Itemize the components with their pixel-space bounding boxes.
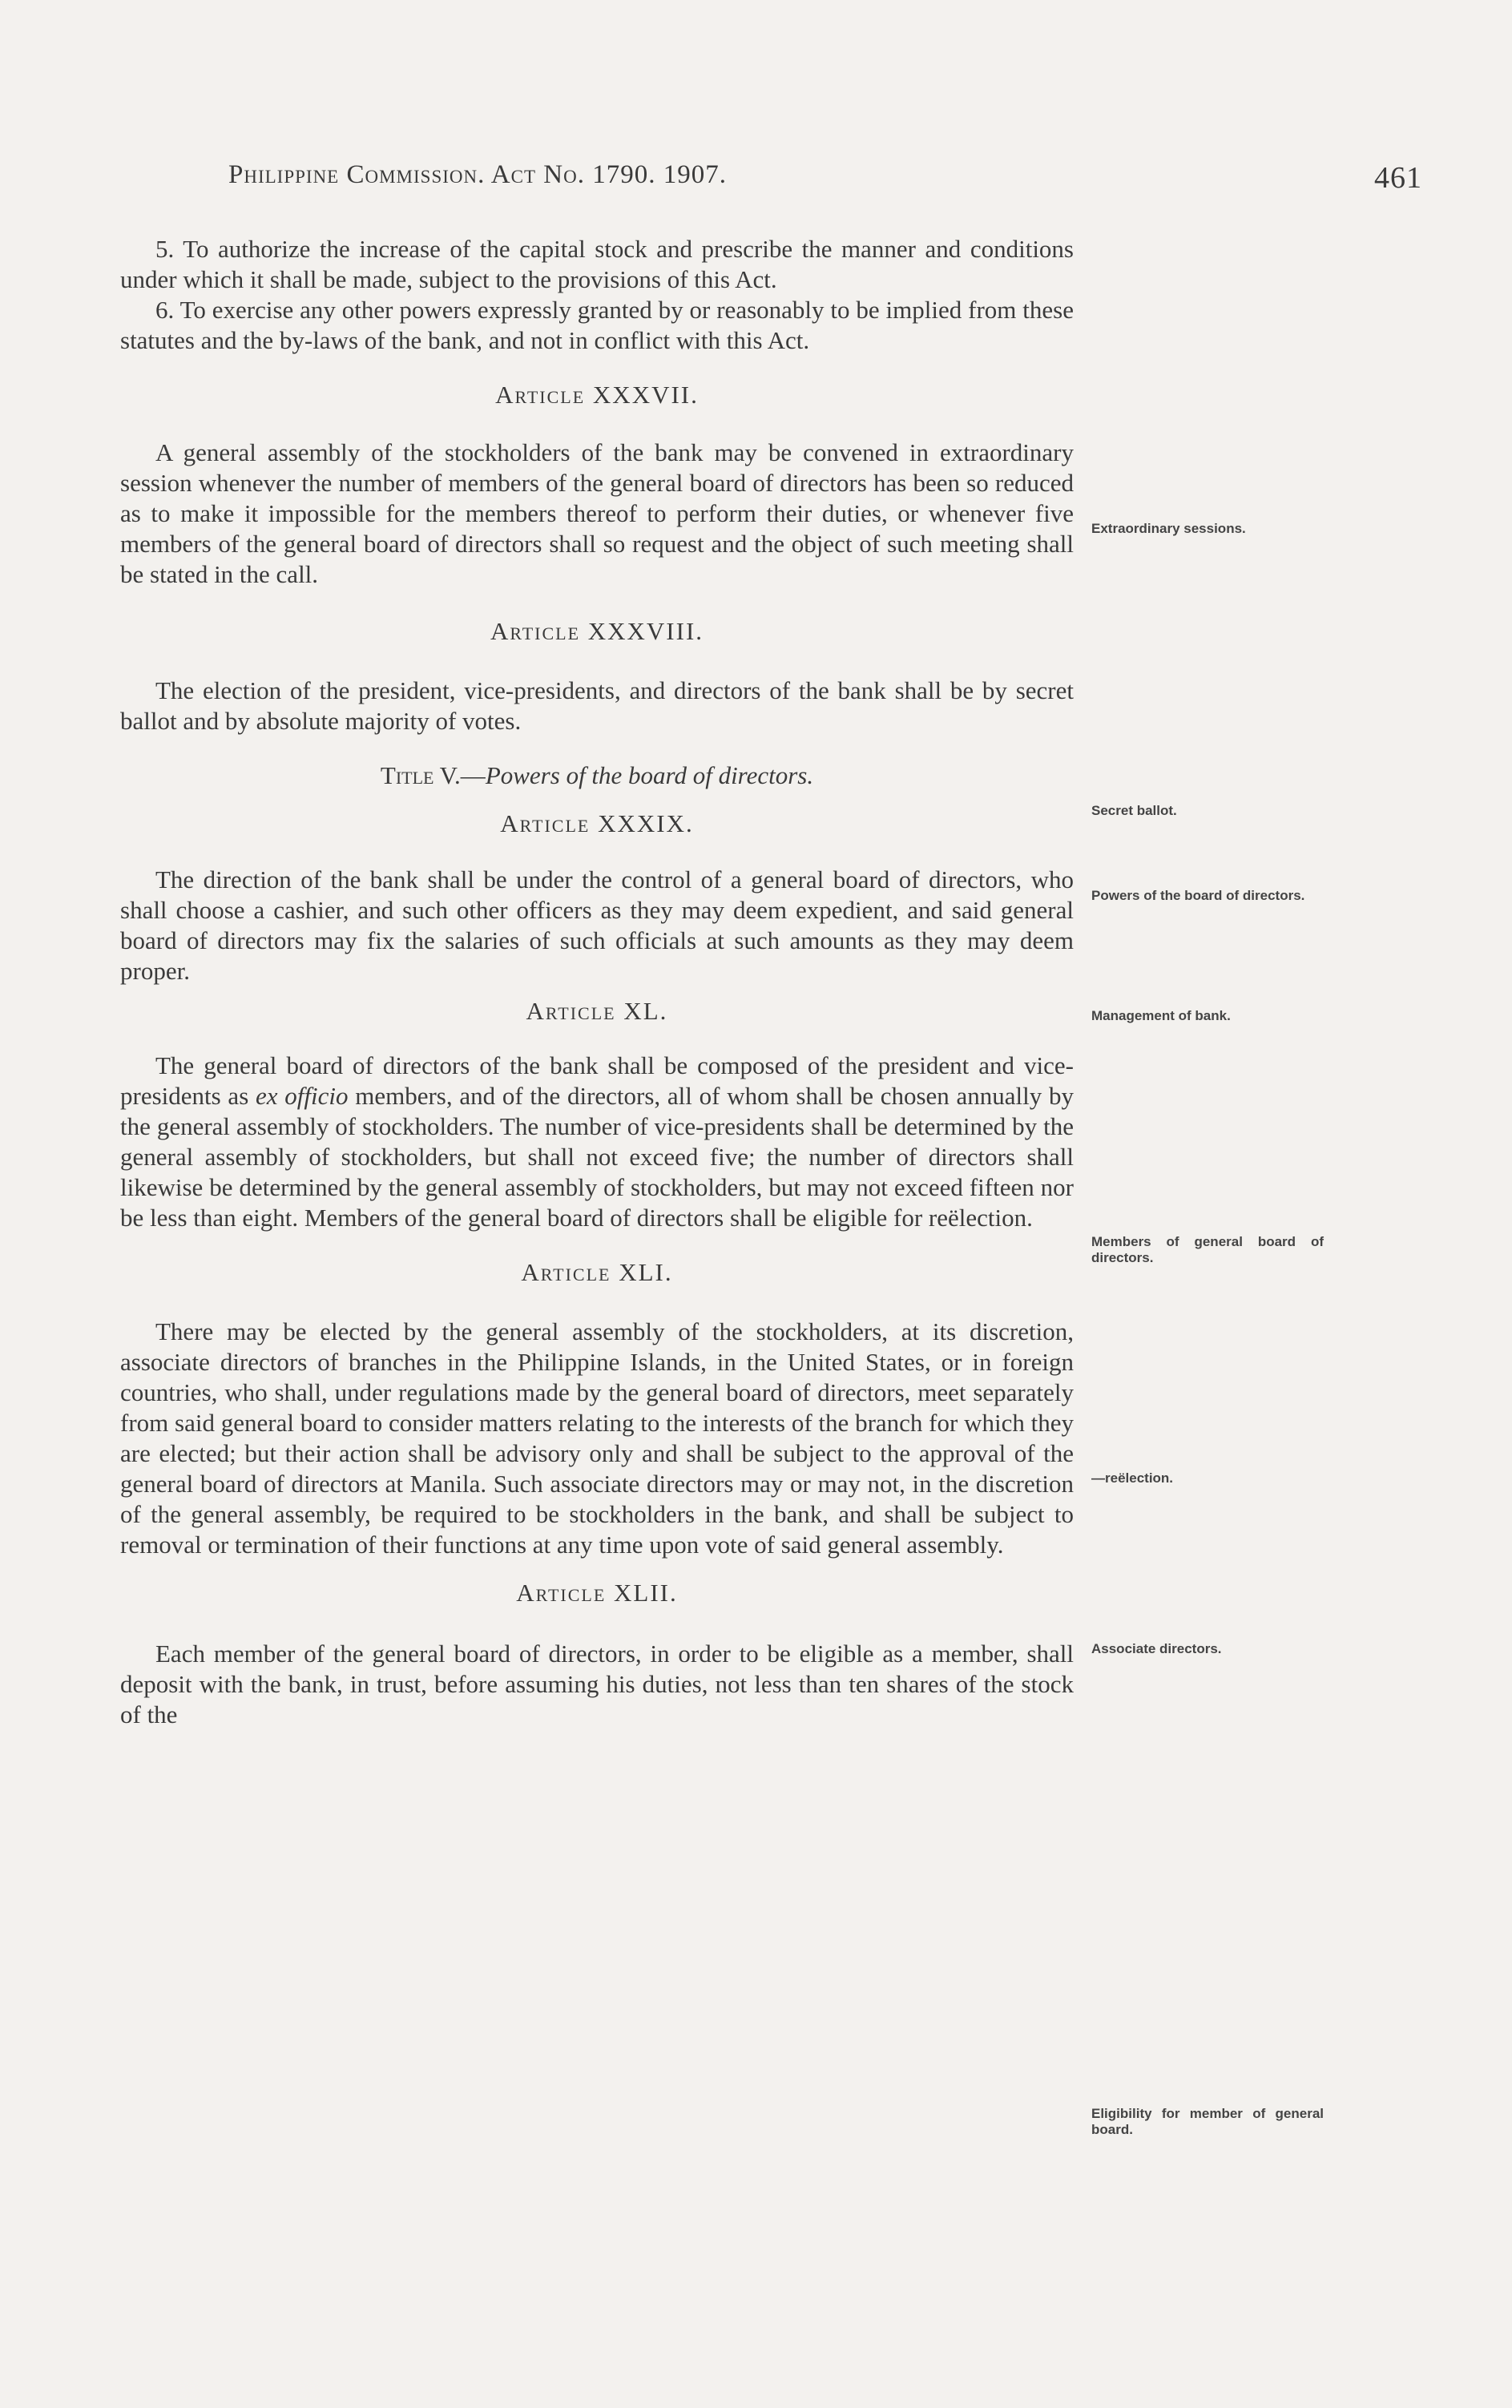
article-41-heading: Article XLI. [521,1258,673,1286]
article-40-text-b: members, and of the directors, all of whom shall be chosen annually by the general assembly of stockholders. The number of vice-presidents shall be determined by the general assembly of stockholders, but shall not exceed five; the number of directors shall likewise be determined by the general assembly of stockholders, but may not exceed fifteen nor be less than eight. Members of the general board of directors shall be eligible for reëlection. [120,1082,1074,1232]
article-40-text [120,1051,1074,1233]
body-text [120,234,1074,1730]
margin-note-eligibility: Eligibility for member of general board. [1091,2106,1324,2137]
paragraph-5: 5. To authorize the increase of the capital stock and prescribe the manner and conditions under which it shall be made, subject to the provisions of this Act. [120,235,1074,293]
article-37-text: A general assembly of the stockholders of the bank may be convened in extraordinary session whenever the number of members of the general board of directors has been so reduced as to make it impossible for the members thereof to perform their duties, or whenever five members of the general board of directors shall so request and the object of such meeting shall be stated in the call. [120,438,1074,588]
article-39-text: The direction of the bank shall be under the control of a general board of directors, who shall choose a cashier, and such other officers as they may deem expedient, and said general board of directors may fix the salaries of such officials at such amounts as they may deem proper. [120,865,1074,985]
title-5-prefix: Title V.— [380,761,486,789]
article-37-heading: Article XXXVII. [495,381,699,409]
article-42-text: Each member of the general board of directors, in order to be eligible as a member, shall deposit with the bank, in trust, before assuming his duties, not less than ten shares of the stock of the [120,1640,1074,1728]
paragraph-6: 6. To exercise any other powers expressly granted by or reasonably to be implied from these statutes and the by-laws of the bank, and not in conflict with this Act. [120,296,1074,354]
article-38-heading: Article XXXVIII. [490,617,704,645]
page-number: 461 [1374,161,1422,195]
article-40-heading: Article XL. [526,997,668,1025]
running-title: Philippine Commission. Act No. 1790. 1907. [228,160,727,189]
title-5-italic: Powers of the board of directors. [485,761,814,789]
article-41-text: There may be elected by the general assembly of the stockholders, at its discretion, associate directors of branches in the Philippine Islands, in the United States, or in foreign countries, who shall, under regulations made by the general board of directors, meet separately from said general board to consider matters relating to the interests of the branch for which they are elected; but their action shall be advisory only and shall be subject to the approval of the general board of directors at Manila. Such associate directors may or may not, in the discretion of the general assembly, be required to be stockholders in the bank, and shall be subject to removal or termination of their functions at any time upon vote of said general assembly. [120,1317,1074,1559]
article-40-text-a: The general board of directors of the bank shall be composed of the president and vice-presidents as [120,1051,1074,1110]
margin-note-extraordinary: Extraordinary sessions. [1091,521,1246,536]
article-38-text: The election of the president, vice-presidents, and directors of the bank shall be by secret ballot and by absolute majority of votes. [120,676,1074,735]
article-40-text-italic: ex officio [256,1082,349,1110]
margin-note-powers: Powers of the board of directors. [1091,888,1305,903]
margin-note-reelection: —reëlection. [1091,1470,1174,1486]
article-42-heading: Article XLII. [516,1579,678,1607]
margin-note-management: Management of bank. [1091,1008,1231,1023]
margin-note-members: Members of general board of directors. [1091,1234,1324,1265]
margin-note-associate: Associate directors. [1091,1641,1222,1656]
margin-note-secret-ballot: Secret ballot. [1091,803,1177,818]
title-5-heading [120,760,1074,791]
article-39-heading: Article XXXIX. [500,809,694,837]
